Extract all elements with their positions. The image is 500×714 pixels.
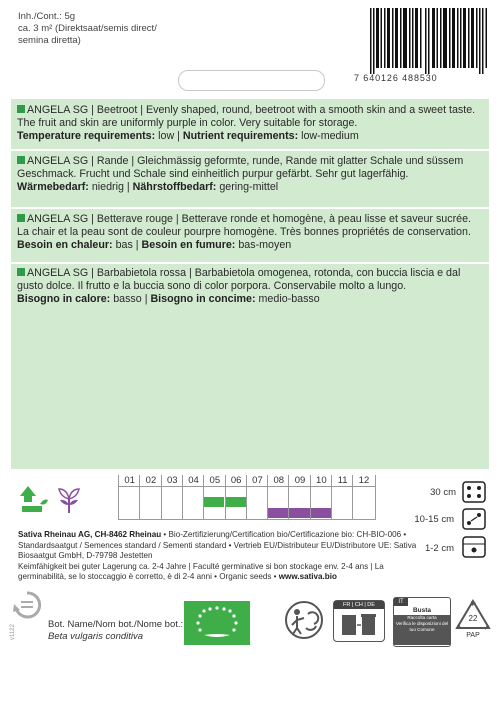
calendar-column	[182, 475, 204, 520]
calendar-column	[139, 475, 161, 520]
sowing-calendar	[118, 475, 374, 520]
variety-name: ANGELA SG	[27, 155, 89, 167]
temperature-value: basso |	[110, 293, 151, 305]
month-label: 02	[145, 475, 157, 486]
barcode	[370, 8, 488, 74]
content-weight: Inh./Cont.: 5g	[18, 11, 76, 22]
germination-text: Keimfähigkeit bei guter Lagerung ca. 2-4 Jahre | Faculté germinative si bon stockage env. 2-4 ans | La germinabilità, se lo stoccaggio è corretto, è di 2-4 anni • Organic seeds •	[18, 561, 384, 581]
hang-hole	[178, 70, 325, 91]
row-spacing-icon	[462, 481, 486, 503]
certification-text: • Bio-Zertifizierung/Certification bio/Certificazione bio: CH-BIO-006 • Standardsaatgut / Semences standard / Sementi standard • Vertrieb EU/Distributeur EU/Distributore UE: Sativa Biosaatgut GmbH, D-79798 Jestetten	[18, 530, 417, 560]
sowing-depth-icon	[462, 536, 486, 558]
variety-description: | Rande | Gleichmässig geformte, runde, Rande mit glatter Schale und süssem Geschmack. Frucht und Schale sind einheitlich purpur gefärbt. Sehr gut lagerfähig.	[17, 155, 464, 180]
calendar-column	[246, 475, 268, 520]
variety-name: ANGELA SG	[27, 213, 89, 225]
sowing-period-bar	[204, 497, 224, 507]
info-tri-box	[333, 600, 385, 642]
variety-name: ANGELA SG	[27, 267, 89, 279]
nutrient-value: gering-mittel	[216, 181, 279, 193]
legal-fine-print	[18, 530, 418, 583]
month-label: 10	[316, 475, 327, 486]
sowing-period-bar	[226, 497, 246, 507]
botanical-name	[48, 619, 183, 643]
variety-description: | Beetroot | Evenly shaped, round, beetroot with a smooth skin and a sweet taste. The fruit and skin are uniformly purple in color. Very suitable for storage.	[17, 104, 476, 129]
triman-icon	[284, 600, 324, 640]
nutrient-value: bas-moyen	[235, 239, 292, 251]
temperature-value: low |	[155, 130, 183, 142]
sowing-depth-label: 1-2 cm	[424, 543, 454, 554]
month-label: 06	[230, 475, 242, 486]
nutrient-value: medio-basso	[255, 293, 320, 305]
sowing-icon	[18, 482, 50, 516]
plant-spacing-label: 10-15 cm	[414, 514, 454, 525]
month-label: 07	[252, 475, 263, 486]
temperature-label: Bisogno in calore:	[17, 293, 111, 305]
botanical-label: Bot. Name/Nom bot./Nome bot.:	[48, 619, 184, 630]
description-panel	[11, 99, 489, 469]
description-it	[11, 267, 489, 306]
harvest-period-bar	[311, 508, 331, 518]
busta-label: Busta	[412, 607, 432, 614]
harvest-period-bar	[268, 508, 288, 518]
plant-spacing-icon	[462, 508, 486, 530]
it-code: IT	[394, 598, 408, 606]
description-en	[11, 104, 489, 143]
month-label: 09	[294, 475, 306, 486]
harvest-period-bar	[289, 508, 309, 518]
square-bullet-icon	[17, 105, 25, 113]
verifica-label: Verifica le disposizioni del tuo Comune	[395, 621, 449, 632]
calendar-column	[331, 475, 353, 520]
month-label: 11	[337, 475, 348, 486]
variety-description: | Betterave rouge | Betterave ronde et homogène, à peau lisse et saveur sucrée. La chair et la peau sont de couleur pourpre homogène. Très bonnes propriétés de conservation.	[17, 213, 472, 238]
month-label: 12	[358, 475, 370, 486]
recycle-icon	[12, 590, 42, 620]
variety-name: ANGELA SG	[27, 104, 89, 116]
pap-label: PAP	[466, 632, 480, 639]
barcode-number: 7 640126 488530	[354, 73, 438, 83]
row-spacing-label: 30 cm	[430, 487, 456, 498]
calendar-column	[118, 475, 140, 520]
nutrient-value: low-medium	[298, 130, 359, 142]
square-bullet-icon	[17, 214, 25, 222]
month-label: 08	[273, 475, 285, 486]
nutrient-label: Nutrient requirements:	[182, 130, 299, 142]
divider	[11, 149, 489, 151]
description-fr	[11, 213, 489, 252]
calendar-column	[161, 475, 183, 520]
month-label: 04	[188, 475, 199, 486]
month-label: 05	[209, 475, 221, 486]
nutrient-label: Besoin en fumure:	[141, 239, 236, 251]
calendar-column	[352, 475, 375, 520]
temperature-label: Wärmebedarf:	[17, 181, 89, 193]
divider	[11, 207, 489, 209]
pap-number: 22	[468, 614, 478, 623]
temperature-label: Besoin en chaleur:	[17, 239, 113, 251]
raccolta-block	[394, 615, 450, 645]
eu-organic-logo	[184, 601, 250, 645]
content-info	[18, 11, 188, 47]
square-bullet-icon	[17, 156, 25, 164]
nutrient-label: Bisogno in concime:	[150, 293, 256, 305]
description-de	[11, 155, 489, 194]
month-label: 03	[166, 475, 178, 486]
calendar-rule	[118, 486, 376, 487]
temperature-value: niedrig |	[88, 181, 133, 193]
sowing-area-cont: semina diretta)	[18, 35, 81, 46]
calendar-rule	[118, 519, 376, 520]
country-codes: FR | CH | DE	[334, 601, 384, 609]
variety-description: | Barbabietola rossa | Barbabietola omogenea, rotonda, con buccia liscia e dal gusto dolce. Il frutto e la buccia sono di color porpora. Conservabile molto a lungo.	[17, 267, 461, 292]
raccolta-label: Raccolta carta	[407, 615, 437, 620]
month-label: 01	[124, 475, 135, 486]
company-name: Sativa Rheinau AG, CH-8462 Rheinau	[18, 530, 162, 539]
website: www.sativa.bio	[278, 572, 337, 581]
version-code: v1122	[10, 624, 16, 640]
temperature-label: Temperature requirements:	[17, 130, 156, 142]
nutrient-label: Nährstoffbedarf:	[132, 181, 217, 193]
italian-recycling-label	[393, 597, 451, 647]
paper-bin-icon	[340, 613, 378, 639]
square-bullet-icon	[17, 268, 25, 276]
temperature-value: bas |	[112, 239, 142, 251]
divider	[11, 262, 489, 264]
harvest-icon	[55, 485, 83, 515]
botanical-latin: Beta vulgaris conditiva	[48, 631, 144, 642]
sowing-area: ca. 3 m² (Direktsaat/semis direct/	[18, 23, 157, 34]
